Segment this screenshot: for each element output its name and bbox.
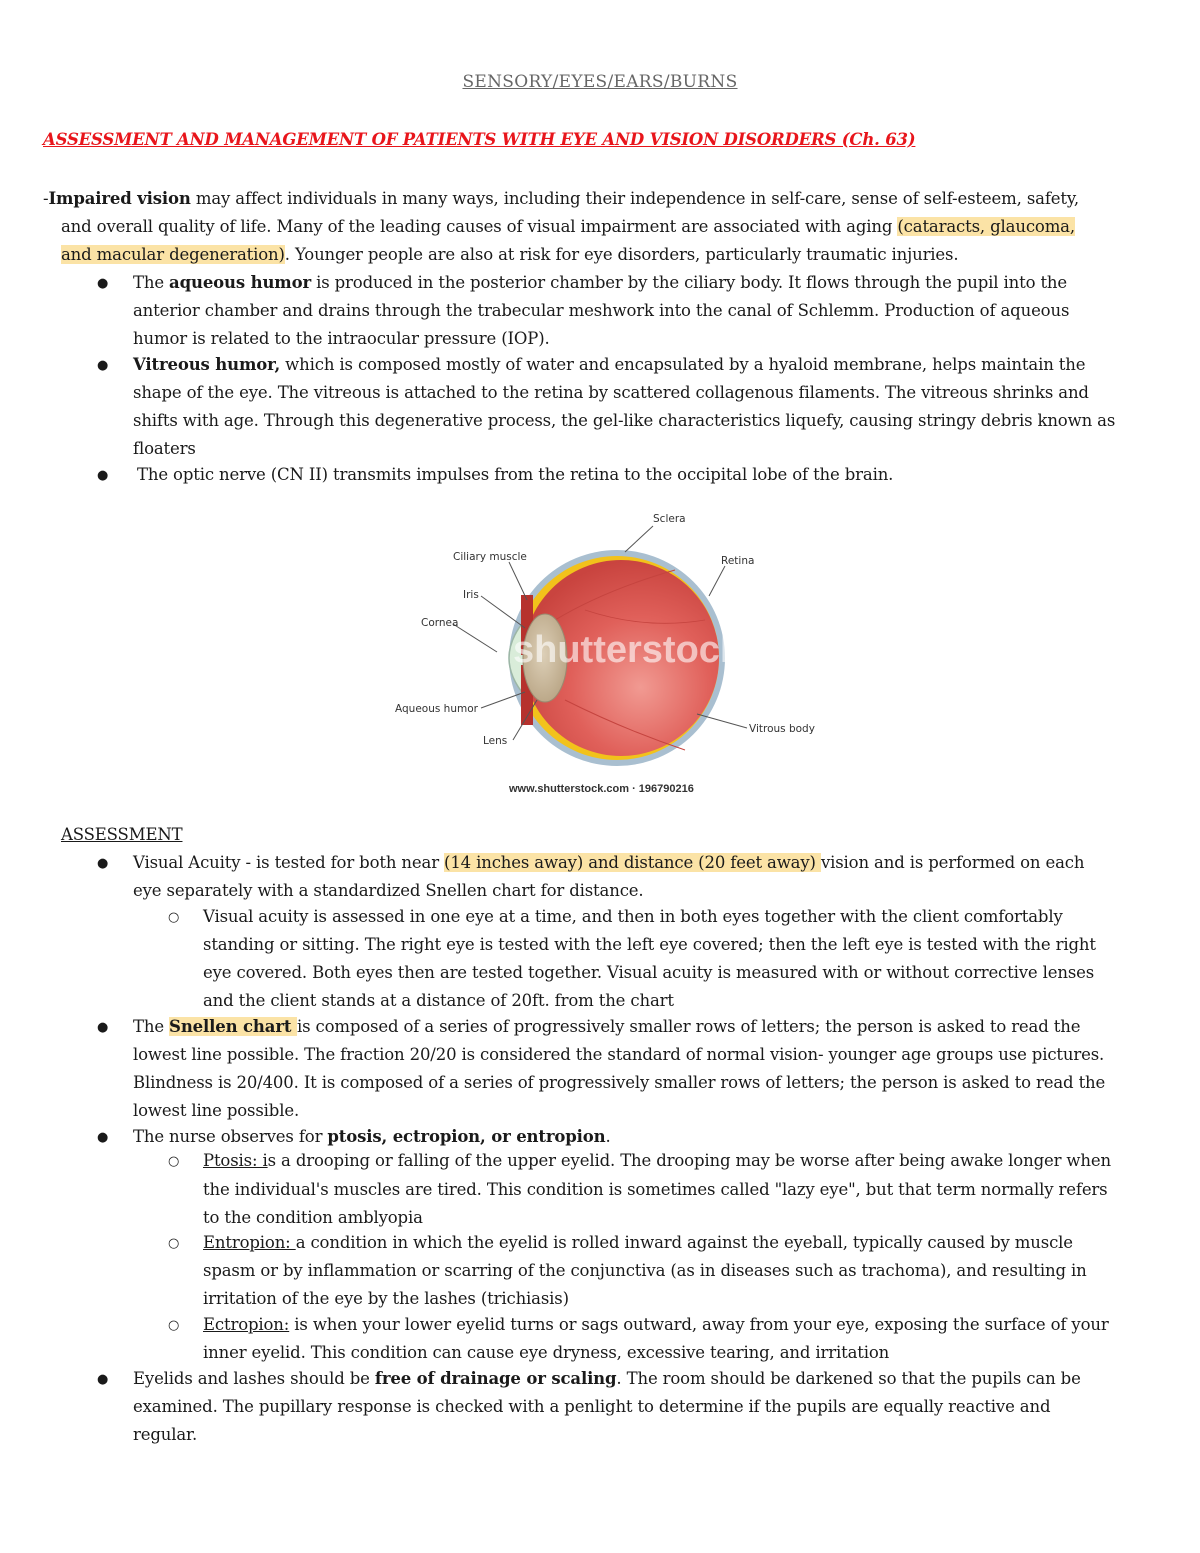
ptosis-line-2: the individual's muscles are tired. This condition is sometimes called "lazy eye", but that term normally refers — [203, 1180, 1108, 1199]
observes-text-a: The nurse observes for — [133, 1127, 328, 1146]
label-lens: Lens — [483, 735, 508, 747]
snellen-line-1 — [133, 1013, 1080, 1041]
vitreous-line-3: shifts with age. Through this degenerative process, the gel-like characteristics liquefy, causing stringy debris known as — [133, 411, 1116, 430]
entropion-term: Entropion: — [203, 1233, 296, 1252]
acuity-sub-line-3: eye covered. Both eyes then are tested together. Visual acuity is measured with or without corrective lenses — [203, 963, 1095, 982]
label-aqueous-humor: Aqueous humor — [395, 703, 478, 715]
intro-dash: - — [43, 189, 49, 208]
label-sclera: Sclera — [653, 513, 686, 525]
label-retina: Retina — [721, 555, 755, 567]
ectropion-line-2: inner eyelid. This condition can cause eye dryness, excessive tearing, and irritation — [203, 1343, 890, 1362]
intro-text-1: may affect individuals in many ways, including their independence in self-care, sense of self-esteem, safety, — [190, 189, 1079, 208]
label-ciliary-muscle: Ciliary muscle — [453, 551, 527, 563]
chapter-heading: ASSESSMENT AND MANAGEMENT OF PATIENTS WITH EYE AND VISION DISORDERS (Ch. 63) — [43, 130, 916, 149]
vitreous-line-4: floaters — [133, 439, 196, 458]
acuity-sub-line-1: Visual acuity is assessed in one eye at a time, and then in both eyes together with the client comfortably — [203, 907, 1063, 926]
eyelids-text-a: Eyelids and lashes should be — [133, 1369, 375, 1388]
intro-term: Impaired vision — [48, 189, 191, 208]
sub-bullet-icon: ○ — [168, 1236, 180, 1251]
ectropion-line-1 — [203, 1311, 1109, 1339]
bullet-icon: ● — [97, 1020, 109, 1035]
document-title: SENSORY/EYES/EARS/BURNS — [462, 72, 738, 92]
bullet-icon: ● — [97, 1372, 109, 1387]
acuity-sub-line-2: standing or sitting. The right eye is tested with the left eye covered; then the left eye is tested with the right — [203, 935, 1096, 954]
entropion-line-1 — [203, 1229, 1073, 1257]
ptosis-line-3: to the condition amblyopia — [203, 1208, 423, 1227]
aqueous-term: aqueous humor — [169, 273, 312, 292]
acuity-highlight: (14 inches away) and distance (20 feet away) — [444, 853, 821, 872]
aqueous-line-1 — [133, 269, 1067, 297]
aqueous-line-2: anterior chamber and drains through the trabecular meshwork into the canal of Schlemm. Production of aqueous — [133, 301, 1070, 320]
acuity-text-a: Visual Acuity - is tested for both near — [133, 853, 445, 872]
vitreous-line-1 — [133, 351, 1085, 379]
ectropion-term: Ectropion: — [203, 1315, 290, 1334]
intro-line-2 — [61, 213, 1075, 241]
vitreous-text-c: which is composed mostly of water and encapsulated by a hyaloid membrane, helps maintain the — [280, 355, 1086, 374]
assessment-heading: ASSESSMENT — [61, 825, 183, 844]
watermark-text: shutterstock — [513, 629, 742, 671]
vitreous-line-2: shape of the eye. The vitreous is attached to the retina by scattered collagenous filaments. The vitreous shrinks and — [133, 383, 1089, 402]
eyelids-text-c: . The room should be darkened so that the pupils can be — [616, 1369, 1081, 1388]
label-vitrous-body: Vitrous body — [749, 723, 815, 735]
entropion-text: a condition in which the eyelid is rolled inward against the eyeball, typically caused by muscle — [295, 1233, 1073, 1252]
intro-highlight-1: (cataracts, glaucoma, — [897, 217, 1075, 236]
ectropion-text: is when your lower eyelid turns or sags outward, away from your eye, exposing the surface of your — [289, 1315, 1109, 1334]
aqueous-text-c: is produced in the posterior chamber by the ciliary body. It flows through the pupil into the — [311, 273, 1068, 292]
sub-bullet-icon: ○ — [168, 1154, 180, 1169]
bullet-icon: ● — [97, 856, 109, 871]
observes-terms: ptosis, ectropion, or entropion — [327, 1127, 606, 1146]
sub-bullet-icon: ○ — [168, 1318, 180, 1333]
bullet-icon: ● — [97, 358, 109, 373]
eye-anatomy-figure — [385, 500, 835, 806]
bullet-icon: ● — [97, 468, 109, 483]
intro-line-1 — [43, 185, 1079, 213]
bullet-icon: ● — [97, 1130, 109, 1145]
intro-highlight-2: and macular degeneration) — [61, 245, 285, 264]
eyelids-line-1 — [133, 1365, 1081, 1393]
snellen-line-4: lowest line possible. — [133, 1101, 300, 1120]
optic-line-1: The optic nerve (CN II) transmits impulses from the retina to the occipital lobe of the brain. — [137, 465, 894, 484]
intro-text-2: and overall quality of life. Many of the leading causes of visual impairment are associated with aging — [61, 217, 898, 236]
snellen-line-2: lowest line possible. The fraction 20/20 is considered the standard of normal vision- younger age groups use pictures. — [133, 1045, 1105, 1064]
ptosis-text: s a drooping or falling of the upper eyelid. The drooping may be worse after being awake longer when — [267, 1151, 1111, 1170]
snellen-text-c: is composed of a series of progressively smaller rows of letters; the person is asked to read the — [296, 1017, 1081, 1036]
sub-bullet-icon: ○ — [168, 910, 180, 925]
entropion-line-2: spasm or by inflammation or scarring of the conjunctiva (as in diseases such as trachoma), and resulting in — [203, 1261, 1087, 1280]
acuity-text-c: vision and is performed on each — [820, 853, 1085, 872]
snellen-text-a: The — [133, 1017, 170, 1036]
observes-text-c: . — [605, 1127, 611, 1146]
acuity-line-2: eye separately with a standardized Snellen chart for distance. — [133, 881, 644, 900]
acuity-line-1 — [133, 849, 1084, 877]
snellen-line-3: Blindness is 20/400. It is composed of a series of progressively smaller rows of letters; the person is asked to read the — [133, 1073, 1106, 1092]
label-cornea: Cornea — [421, 617, 459, 629]
intro-text-3: . Younger people are also at risk for eye disorders, particularly traumatic injuries. — [284, 245, 959, 264]
label-iris: Iris — [463, 589, 479, 601]
aqueous-text-a: The — [133, 273, 170, 292]
figure-credit: www.shutterstock.com · 196790216 — [509, 783, 694, 795]
intro-line-3 — [61, 241, 958, 269]
eyelids-line-3: regular. — [133, 1425, 198, 1444]
acuity-sub-line-4: and the client stands at a distance of 20ft. from the chart — [203, 991, 674, 1010]
ptosis-line-1 — [203, 1147, 1111, 1175]
vitreous-term: Vitreous humor, — [133, 355, 281, 374]
snellen-highlight: Snellen chart — [169, 1017, 297, 1036]
entropion-line-3: irritation of the eye by the lashes (trichiasis) — [203, 1289, 569, 1308]
eye-diagram — [385, 500, 835, 806]
bullet-icon: ● — [97, 276, 109, 291]
aqueous-line-3: humor is related to the intraocular pressure (IOP). — [133, 329, 550, 348]
eyelids-line-2: examined. The pupillary response is checked with a penlight to determine if the pupils are equally reactive and — [133, 1397, 1051, 1416]
eyelids-term: free of drainage or scaling — [374, 1369, 617, 1388]
ptosis-term: Ptosis: i — [203, 1151, 268, 1170]
